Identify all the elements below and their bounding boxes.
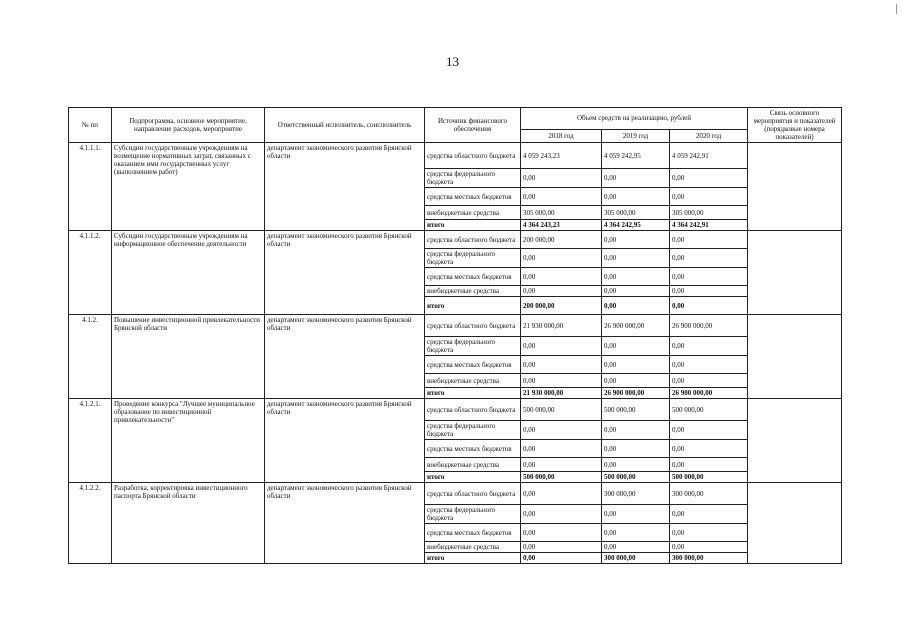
funding-source: итого bbox=[425, 220, 521, 231]
funding-source: средства федерального бюджета bbox=[425, 337, 521, 356]
indicator-link bbox=[748, 483, 842, 564]
funding-source: средства федерального бюджета bbox=[425, 421, 521, 440]
amount-cell: 0,00 bbox=[521, 483, 602, 505]
item-number: 4.1.2.1. bbox=[69, 399, 112, 483]
amount-cell: 0,00 bbox=[670, 374, 748, 388]
amount-cell: 0,00 bbox=[602, 231, 670, 249]
item-executor: департамент экономического развития Брянской области bbox=[265, 143, 425, 231]
amount-cell: 26 900 000,00 bbox=[602, 315, 670, 337]
funding-source: внебюджетные средства bbox=[425, 374, 521, 388]
header-year: 2020 год bbox=[670, 129, 748, 142]
amount-cell: 500 000,00 bbox=[521, 399, 602, 421]
item-name: Проведение конкурса "Лучшее муниципальное образование по инвестиционной привлекательности" bbox=[112, 399, 265, 483]
funding-source: средства областного бюджета bbox=[425, 315, 521, 337]
header-year: 2018 год bbox=[521, 129, 602, 142]
amount-cell: 26 900 000,00 bbox=[602, 388, 670, 399]
funding-source: средства федерального бюджета bbox=[425, 505, 521, 524]
header-source: Источник финансового обеспечения bbox=[425, 108, 521, 143]
header-link: Связь основного мероприятия и показателей (порядковые номера показателей) bbox=[748, 108, 842, 143]
funding-source: средства местных бюджетов bbox=[425, 356, 521, 374]
amount-cell: 200 000,00 bbox=[521, 231, 602, 249]
amount-cell: 500 000,00 bbox=[602, 399, 670, 421]
header-program: Подпрограмма, основное мероприятие, направление расходов, мероприятие bbox=[112, 108, 265, 143]
amount-cell: 0,00 bbox=[602, 505, 670, 524]
amount-cell: 200 000,00 bbox=[521, 297, 602, 315]
table-body bbox=[69, 143, 842, 564]
amount-cell: 0,00 bbox=[521, 249, 602, 268]
funding-source: средства федерального бюджета bbox=[425, 249, 521, 268]
funding-source: средства областного бюджета bbox=[425, 399, 521, 421]
amount-cell: 0,00 bbox=[521, 337, 602, 356]
header-executor: Ответственный исполнитель, соисполнитель bbox=[265, 108, 425, 143]
amount-cell: 0,00 bbox=[670, 542, 748, 553]
amount-cell: 0,00 bbox=[521, 542, 602, 553]
amount-cell: 0,00 bbox=[670, 286, 748, 297]
amount-cell: 0,00 bbox=[602, 421, 670, 440]
amount-cell: 0,00 bbox=[670, 421, 748, 440]
amount-cell: 0,00 bbox=[521, 268, 602, 286]
amount-cell: 305 000,00 bbox=[670, 206, 748, 220]
funding-source: итого bbox=[425, 297, 521, 315]
funding-source: итого bbox=[425, 553, 521, 564]
amount-cell: 4 364 242,91 bbox=[670, 220, 748, 231]
amount-cell: 0,00 bbox=[602, 268, 670, 286]
amount-cell: 0,00 bbox=[521, 169, 602, 188]
funding-source: средства областного бюджета bbox=[425, 231, 521, 249]
amount-cell: 0,00 bbox=[521, 356, 602, 374]
amount-cell: 300 000,00 bbox=[602, 553, 670, 564]
amount-cell: 305 000,00 bbox=[602, 206, 670, 220]
amount-cell: 0,00 bbox=[602, 337, 670, 356]
item-number: 4.1.1.2. bbox=[69, 231, 112, 315]
amount-cell: 0,00 bbox=[521, 374, 602, 388]
item-number: 4.1.2. bbox=[69, 315, 112, 399]
funding-source: средства областного бюджета bbox=[425, 483, 521, 505]
amount-cell: 4 059 242,91 bbox=[670, 143, 748, 169]
table-row bbox=[69, 315, 842, 337]
amount-cell: 0,00 bbox=[521, 524, 602, 542]
amount-cell: 305 000,00 bbox=[521, 206, 602, 220]
amount-cell: 0,00 bbox=[602, 524, 670, 542]
funding-source: средства местных бюджетов bbox=[425, 188, 521, 206]
item-executor: департамент экономического развития Брянской области bbox=[265, 231, 425, 315]
table-row bbox=[69, 143, 842, 169]
funding-source: внебюджетные средства bbox=[425, 206, 521, 220]
funding-source: итого bbox=[425, 472, 521, 483]
item-name: Разработка, корректировка инвестиционного паспорта Брянской области bbox=[112, 483, 265, 564]
item-name: Субсидии государственным учреждениям на возмещение нормативных затрат, связанных с оказанием ими государственных услуг (выполнением работ) bbox=[112, 143, 265, 231]
amount-cell: 0,00 bbox=[670, 440, 748, 458]
amount-cell: 500 000,00 bbox=[521, 472, 602, 483]
header-year: 2019 год bbox=[602, 129, 670, 142]
item-executor: департамент экономического развития Брянской области bbox=[265, 315, 425, 399]
header-no: № пп bbox=[69, 108, 112, 143]
indicator-link bbox=[748, 143, 842, 231]
amount-cell: 0,00 bbox=[670, 297, 748, 315]
item-number: 4.1.1.1. bbox=[69, 143, 112, 231]
amount-cell: 0,00 bbox=[602, 356, 670, 374]
amount-cell: 4 059 243,23 bbox=[521, 143, 602, 169]
amount-cell: 0,00 bbox=[670, 524, 748, 542]
amount-cell: 500 000,00 bbox=[670, 399, 748, 421]
amount-cell: 0,00 bbox=[670, 268, 748, 286]
amount-cell: 300 000,00 bbox=[670, 553, 748, 564]
amount-cell: 26 900 000,00 bbox=[670, 315, 748, 337]
amount-cell: 0,00 bbox=[670, 188, 748, 206]
amount-cell: 0,00 bbox=[521, 188, 602, 206]
amount-cell: 0,00 bbox=[670, 458, 748, 472]
amount-cell: 0,00 bbox=[602, 374, 670, 388]
item-name: Субсидии государственным учреждениям на информационное обеспечение деятельности bbox=[112, 231, 265, 315]
page-number: 13 bbox=[446, 54, 459, 69]
table-row bbox=[69, 399, 842, 421]
page-edge-mark bbox=[896, 4, 897, 14]
item-number: 4.1.2.2. bbox=[69, 483, 112, 564]
header-volume: Объем средств на реализацию, рублей bbox=[521, 108, 748, 130]
amount-cell: 0,00 bbox=[521, 421, 602, 440]
amount-cell: 300 000,00 bbox=[602, 483, 670, 505]
amount-cell: 4 059 242,95 bbox=[602, 143, 670, 169]
funding-source: внебюджетные средства bbox=[425, 542, 521, 553]
amount-cell: 0,00 bbox=[670, 356, 748, 374]
amount-cell: 0,00 bbox=[602, 458, 670, 472]
item-executor: департамент экономического развития Брянской области bbox=[265, 399, 425, 483]
amount-cell: 21 930 000,00 bbox=[521, 315, 602, 337]
amount-cell: 0,00 bbox=[670, 505, 748, 524]
amount-cell: 0,00 bbox=[670, 249, 748, 268]
amount-cell: 0,00 bbox=[670, 169, 748, 188]
amount-cell: 300 000,00 bbox=[670, 483, 748, 505]
amount-cell: 0,00 bbox=[602, 169, 670, 188]
amount-cell: 21 930 000,00 bbox=[521, 388, 602, 399]
amount-cell: 0,00 bbox=[521, 440, 602, 458]
amount-cell: 0,00 bbox=[521, 458, 602, 472]
item-executor: департамент экономического развития Брянской области bbox=[265, 483, 425, 564]
table-row bbox=[69, 231, 842, 249]
funding-source: средства местных бюджетов bbox=[425, 440, 521, 458]
amount-cell: 0,00 bbox=[670, 337, 748, 356]
amount-cell: 26 900 000,00 bbox=[670, 388, 748, 399]
amount-cell: 500 000,00 bbox=[670, 472, 748, 483]
amount-cell: 0,00 bbox=[521, 286, 602, 297]
amount-cell: 0,00 bbox=[602, 249, 670, 268]
amount-cell: 0,00 bbox=[602, 297, 670, 315]
item-name: Повышение инвестиционной привлекательности Брянской области bbox=[112, 315, 265, 399]
indicator-link bbox=[748, 315, 842, 399]
amount-cell: 0,00 bbox=[602, 440, 670, 458]
funding-source: средства местных бюджетов bbox=[425, 524, 521, 542]
funding-source: средства местных бюджетов bbox=[425, 268, 521, 286]
funding-source: внебюджетные средства bbox=[425, 458, 521, 472]
budget-table bbox=[68, 107, 842, 564]
amount-cell: 0,00 bbox=[670, 231, 748, 249]
amount-cell: 0,00 bbox=[521, 505, 602, 524]
amount-cell: 4 364 243,23 bbox=[521, 220, 602, 231]
amount-cell: 0,00 bbox=[602, 188, 670, 206]
amount-cell: 500 000,00 bbox=[602, 472, 670, 483]
amount-cell: 0,00 bbox=[602, 286, 670, 297]
funding-source: итого bbox=[425, 388, 521, 399]
funding-source: внебюджетные средства bbox=[425, 286, 521, 297]
indicator-link bbox=[748, 231, 842, 315]
funding-source: средства федерального бюджета bbox=[425, 169, 521, 188]
table-row bbox=[69, 483, 842, 505]
amount-cell: 0,00 bbox=[602, 542, 670, 553]
amount-cell: 0,00 bbox=[521, 553, 602, 564]
amount-cell: 4 364 242,95 bbox=[602, 220, 670, 231]
funding-source: средства областного бюджета bbox=[425, 143, 521, 169]
indicator-link bbox=[748, 399, 842, 483]
